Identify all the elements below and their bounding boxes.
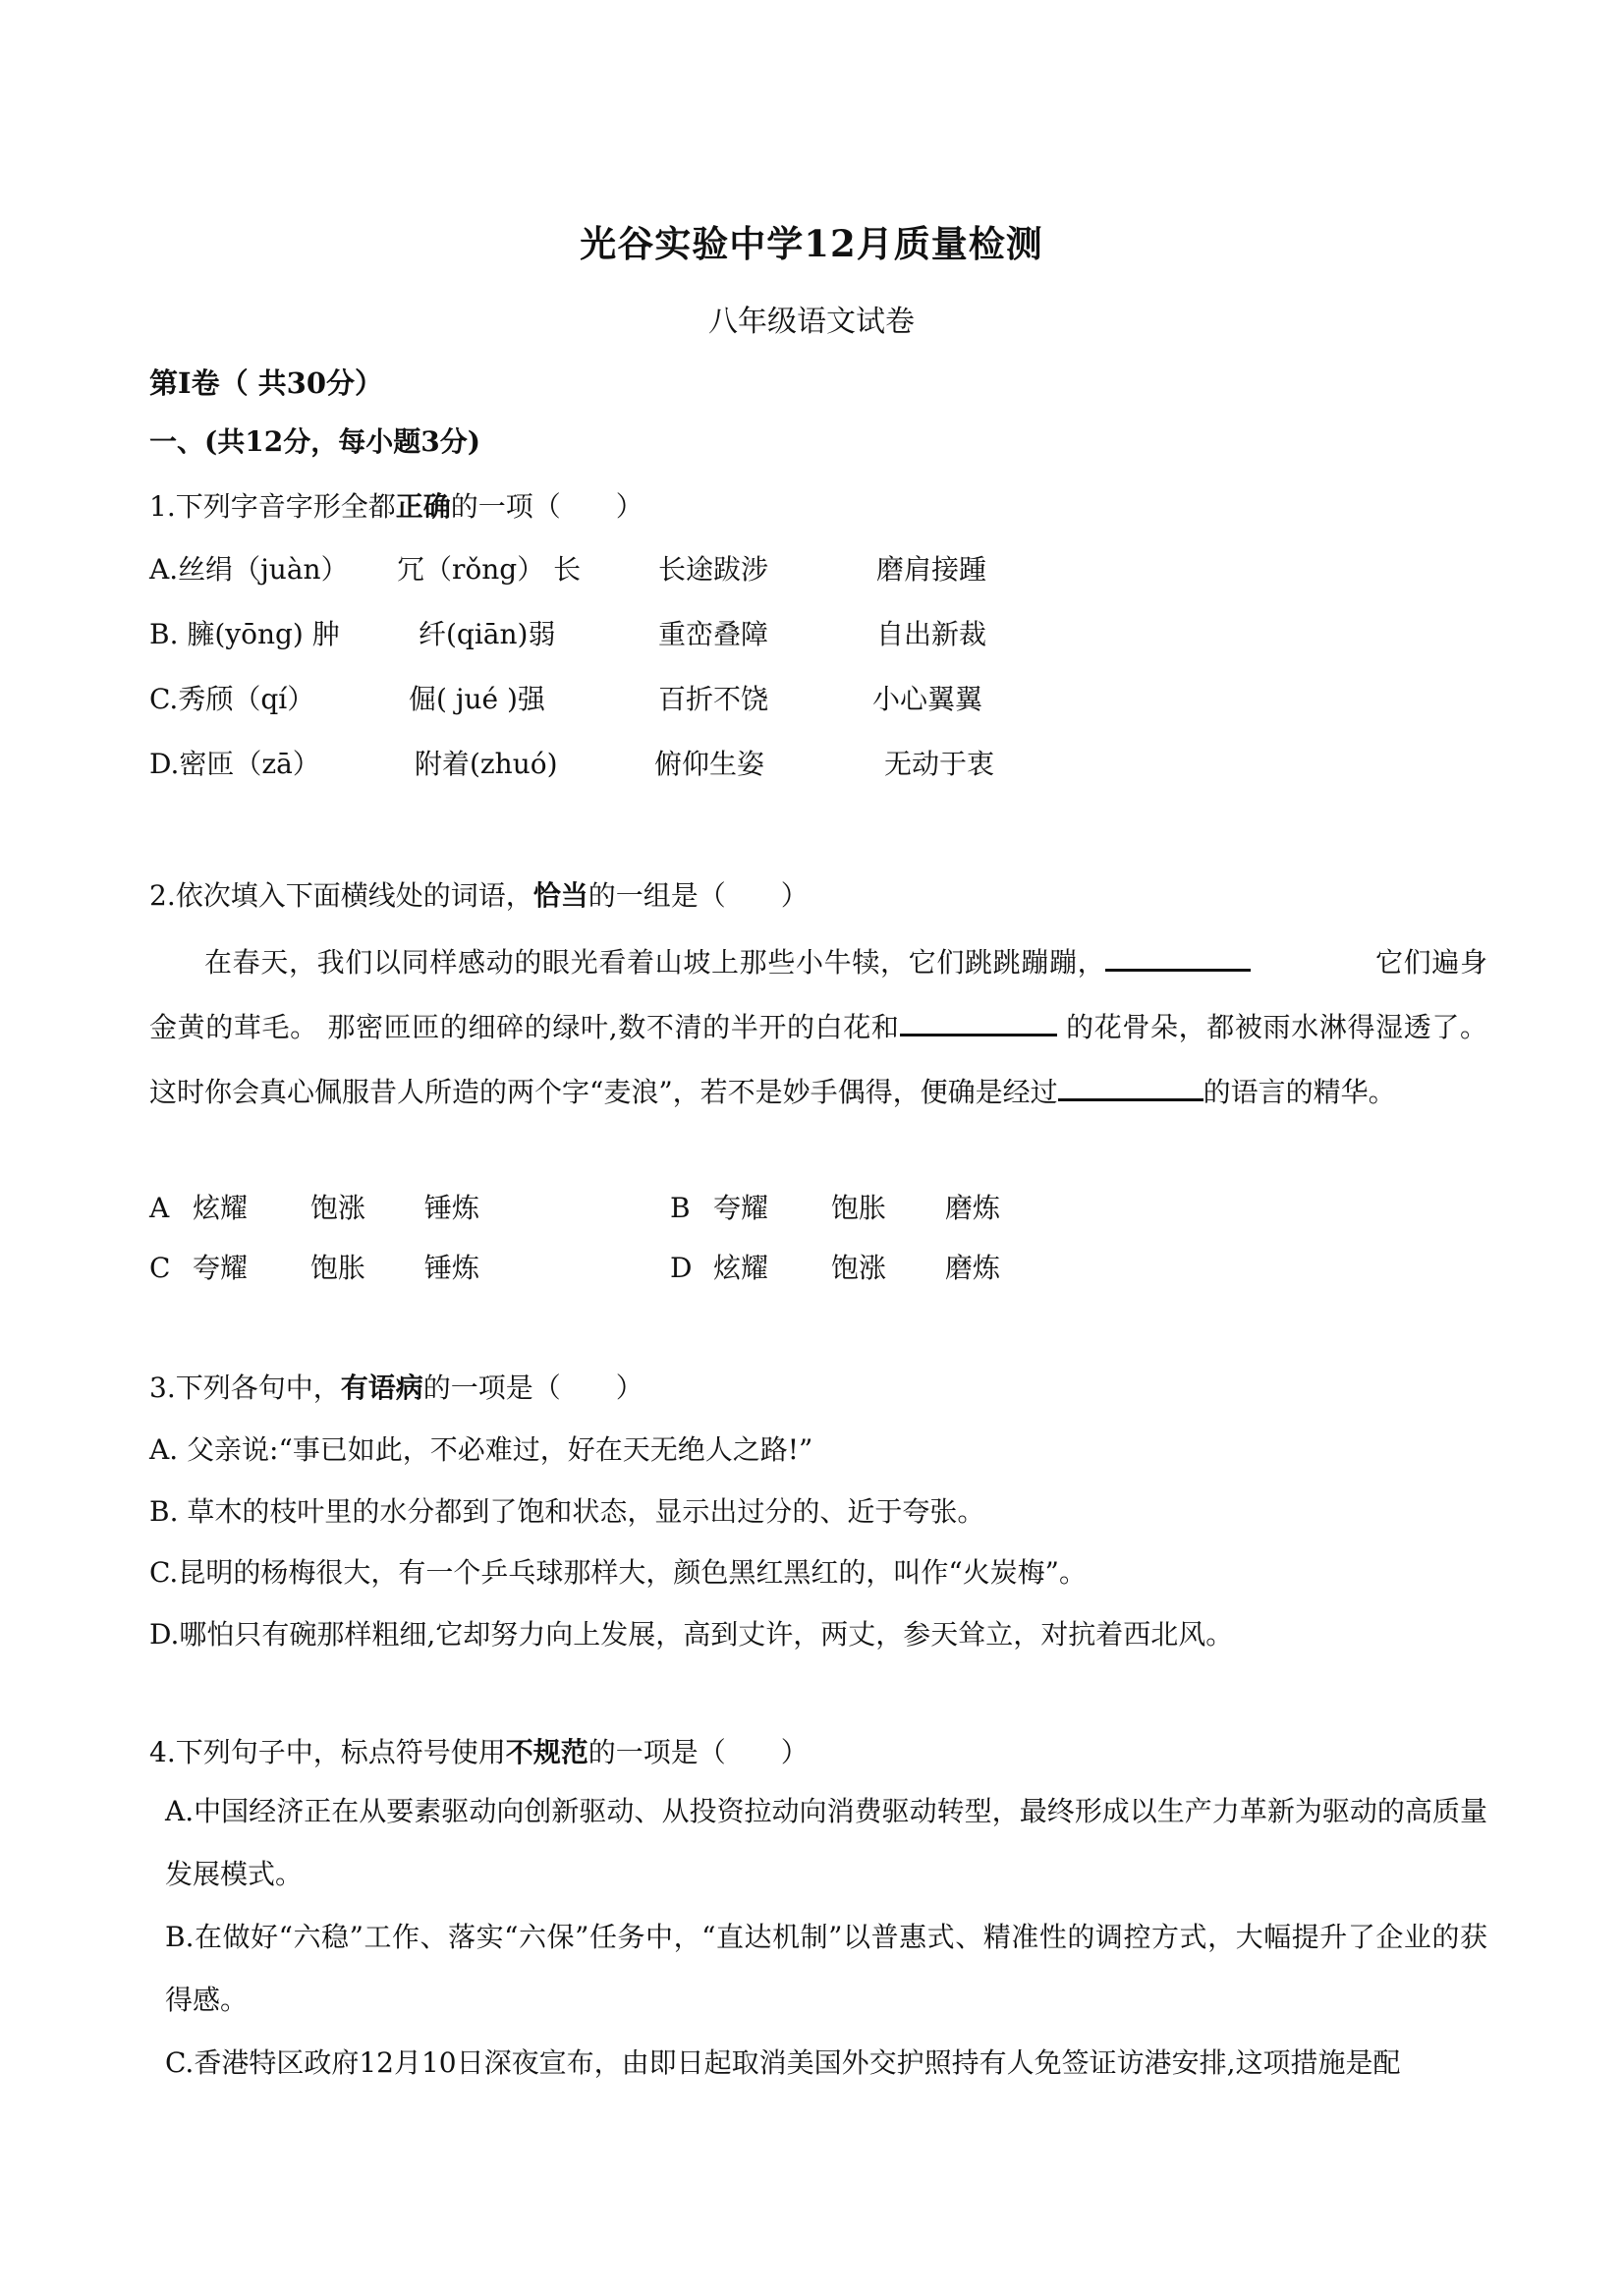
q1-option-c-4: 小心翼翼	[872, 683, 983, 715]
q1-option-d-2: 附着(zhuó)	[415, 748, 558, 780]
q2-option-c-letter: C	[149, 1252, 171, 1284]
question-4-stem: 4.下列句子中，标点符号使用不规范的一项是（ ）	[149, 1736, 809, 1768]
q2-option-d-w2: 饱涨	[831, 1252, 887, 1284]
question-2-stem: 2.依次填入下面横线处的词语，恰当的一组是（ ）	[149, 879, 809, 912]
question-3-stem: 3.下列各句中，有语病的一项是（ ）	[149, 1372, 644, 1404]
q2-option-c-w2: 饱胀	[310, 1252, 366, 1284]
q1-option-b-3: 重峦叠障	[658, 618, 769, 650]
q3-option-d: D.哪怕只有碗那样粗细,它却努力向上发展，高到丈许，两丈，参天耸立，对抗着西北风。	[149, 1618, 1234, 1651]
q1-option-d-4: 无动于衷	[884, 748, 995, 780]
q1-option-b-2: 纤(qiān)弱	[419, 618, 556, 650]
q1-option-c-2: 倔( jué )强	[409, 683, 545, 715]
q3-option-a: A. 父亲说:“事已如此，不必难过，好在天无绝人之路!”	[149, 1433, 813, 1466]
exam-subtitle: 八年级语文试卷	[708, 305, 915, 339]
q1-option-d-1: D.密匝（zā）	[149, 748, 320, 780]
q1-option-b-1: B. 臃(yōng) 肿	[149, 618, 340, 650]
q2-option-c-w1: 夸耀	[193, 1252, 249, 1284]
q3-option-b: B. 草木的枝叶里的水分都到了饱和状态，显示出过分的、近于夸张。	[149, 1495, 985, 1528]
q4-option-a: A.中国经济正在从要素驱动向创新驱动、从投资拉动向消费驱动转型，最终形成以生产力革新为驱动的高质量发展模式。	[165, 1795, 1487, 1890]
q1-option-c-1: C.秀颀（qí）	[149, 683, 315, 715]
q3-option-c: C.昆明的杨梅很大，有一个乒乓球那样大，颜色黑红黑红的，叫作“火炭梅”。	[149, 1556, 1087, 1589]
q1-option-a-3: 长途跋涉	[658, 553, 769, 586]
part-heading: 第Ⅰ卷（ 共30分）	[149, 366, 384, 400]
q1-option-a-2: 冗（rǒng） 长	[397, 553, 582, 586]
q1-option-a-1: A.丝绢（juàn）	[149, 553, 349, 586]
q2-option-d-letter: D	[670, 1252, 693, 1284]
q2-option-b-w2: 饱胀	[831, 1192, 887, 1224]
q2-option-a-w3: 锤炼	[424, 1192, 480, 1224]
q2-option-b-letter: B	[670, 1192, 691, 1224]
q1-option-b-4: 自出新裁	[876, 618, 987, 650]
q4-option-b: B.在做好“六稳”工作、落实“六保”任务中，“直达机制”以普惠式、精准性的调控方式，大幅提升了企业的获得感。	[165, 1921, 1487, 2016]
q1-option-a-4: 磨肩接踵	[876, 553, 987, 586]
q2-option-a-w1: 炫耀	[193, 1192, 249, 1224]
q2-option-c-w3: 锤炼	[424, 1252, 480, 1284]
q2-option-b-w3: 磨炼	[945, 1192, 1001, 1224]
section-heading: 一、(共12分，每小题3分)	[149, 425, 480, 458]
exam-title: 光谷实验中学12月质量检测	[580, 222, 1043, 265]
q2-option-a-w2: 饱涨	[310, 1192, 366, 1224]
q1-option-d-3: 俯仰生姿	[654, 748, 765, 780]
q2-option-d-w1: 炫耀	[713, 1252, 769, 1284]
q2-option-a-letter: A	[149, 1192, 170, 1224]
question-1-stem: 1.下列字音字形全都正确的一项（ ）	[149, 490, 644, 523]
q2-option-b-w1: 夸耀	[713, 1192, 769, 1224]
q4-option-c: C.香港特区政府12月10日深夜宣布，由即日起取消美国外交护照持有人免签证访港安排,这项措施是配	[165, 2046, 1401, 2079]
q1-option-c-3: 百折不饶	[658, 683, 769, 715]
fill-blank-3[interactable]	[1058, 1077, 1203, 1101]
q2-option-d-w3: 磨炼	[945, 1252, 1001, 1284]
fill-blank-2[interactable]	[900, 1012, 1057, 1036]
question-2-passage: 在春天，我们以同样感动的眼光看着山坡上那些小牛犊，它们跳跳蹦蹦， 它们遍身金黄的茸毛。 那密匝匝的细碎的绿叶,数不清的半开的白花和 的花骨朵，都被雨水淋得湿透了。这时你会真心佩服昔人所造的两个字“麦浪”，若不是妙手偶得，便确是经过 的语言的精华。	[149, 946, 1487, 1108]
fill-blank-1[interactable]	[1105, 947, 1251, 972]
